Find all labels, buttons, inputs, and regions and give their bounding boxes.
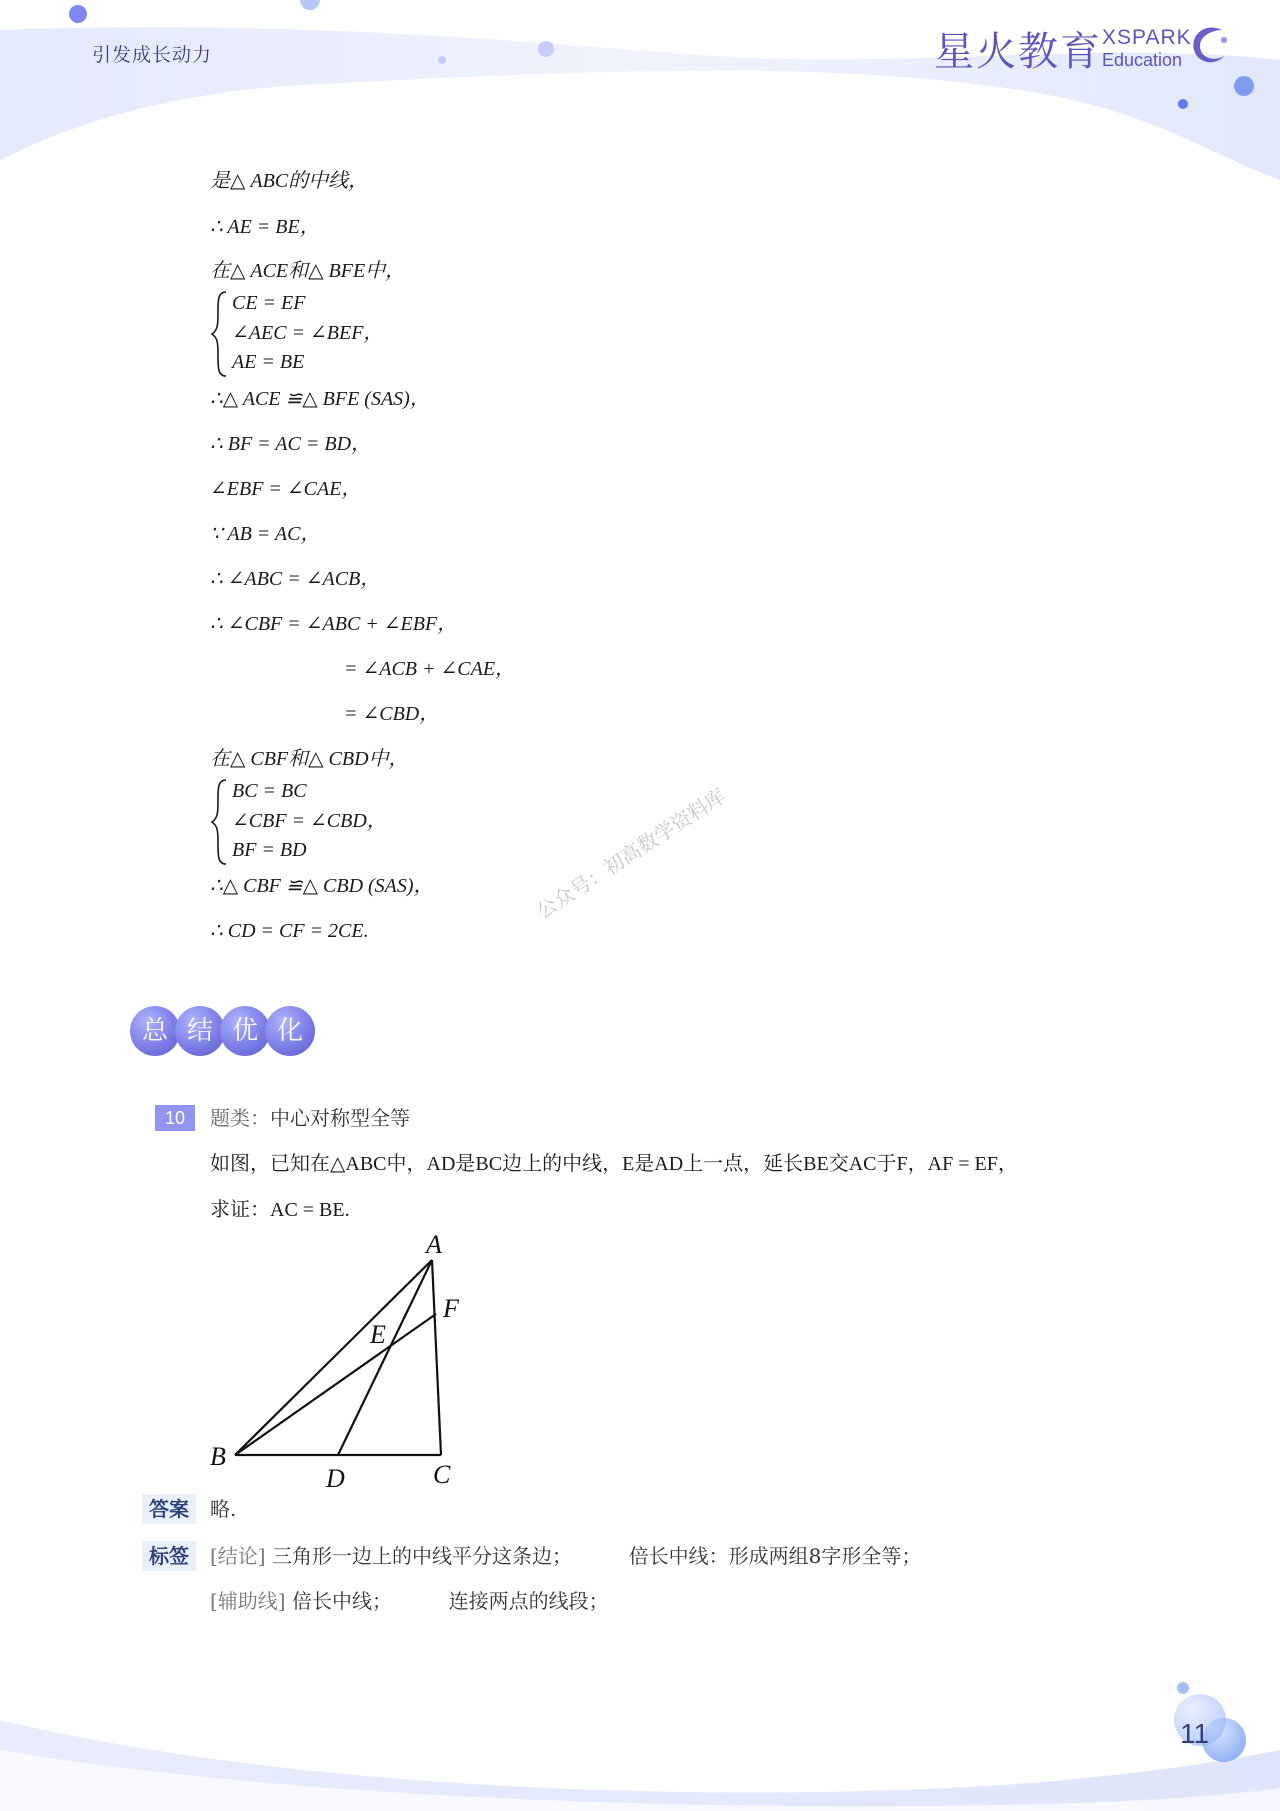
- tag-bracket-conclusion: [结论]: [210, 1544, 266, 1568]
- section-title-char-1: 总: [130, 1006, 180, 1056]
- proof-line-6: ∠EBF = ∠CAE，: [210, 478, 362, 500]
- left-brace-icon: [210, 290, 230, 378]
- question-number-badge: 10: [155, 1105, 195, 1131]
- brace1-row-3: AE = BE: [232, 351, 305, 373]
- question-prove: 求证：AC = BE.: [210, 1199, 350, 1221]
- proof-line-13: ∴△ CBF ≌△ CBD (SAS)，: [210, 875, 434, 897]
- triangle-diagram: [205, 1225, 475, 1495]
- point-label-a: A: [426, 1230, 442, 1259]
- proof-line-4: ∴△ ACE ≌△ BFE (SAS)，: [210, 388, 430, 410]
- point-label-d: D: [326, 1464, 345, 1493]
- brand-name-en: XSPARK: [1102, 26, 1192, 49]
- segment-ab: [235, 1260, 432, 1455]
- tag-auxiliary: 倍长中线；: [291, 1589, 392, 1613]
- question-type: [210, 1104, 410, 1132]
- brace2-row-2: ∠CBF = ∠CBD，: [232, 810, 387, 832]
- segment-ad: [338, 1260, 432, 1455]
- point-label-b: B: [210, 1442, 226, 1471]
- segment-ac: [432, 1260, 441, 1455]
- point-label-c: C: [433, 1460, 451, 1489]
- condition-brace-1: [210, 290, 510, 380]
- brace2-row-3: BF = BD: [232, 839, 307, 861]
- tags-row-1: [210, 1541, 921, 1571]
- point-label-e: E: [370, 1320, 386, 1349]
- brace2-row-1: BC = BC: [232, 780, 307, 802]
- proof-line-5: ∴ BF = AC = BD，: [210, 433, 372, 455]
- watermark: 公众号：初高数学资料库: [532, 783, 730, 924]
- brand-name-cn: 星火教育: [934, 29, 1102, 75]
- header-slogan: 引发成长动力: [92, 45, 213, 66]
- proof-line-7: ∵ AB = AC，: [210, 523, 321, 545]
- page-number: 11: [1180, 1718, 1210, 1749]
- proof-line-11: = ∠CBD，: [344, 703, 440, 725]
- proof-line-1: 是△ ABC的中线，: [210, 170, 369, 192]
- proof-line-12: 在△ CBF和△ CBD中，: [210, 748, 409, 770]
- proof-line-9: ∴ ∠CBF = ∠ABC + ∠EBF，: [210, 613, 458, 635]
- brand-name-en-sub: Education: [1102, 50, 1183, 70]
- segment-bf: [235, 1314, 436, 1455]
- question-type-label: 题类：: [210, 1106, 270, 1130]
- proof-line-2: ∴ AE = BE，: [210, 216, 320, 238]
- tag-double-median: 倍长中线：形成两组8字形全等；: [628, 1544, 922, 1568]
- proof-line-14: ∴ CD = CF = 2CE.: [210, 920, 369, 942]
- tags-row-2: [210, 1586, 609, 1616]
- tag-conclusion: 三角形一边上的中线平分这条边；: [271, 1544, 572, 1568]
- question-statement: 如图，已知在△ABC中，AD是BC边上的中线，E是AD上一点，延长BE交AC于F，AF = EF，: [210, 1153, 1018, 1175]
- proof-line-10: = ∠ACB + ∠CAE，: [344, 658, 516, 680]
- tag-bracket-auxiliary: [辅助线]: [210, 1589, 286, 1613]
- brand-logo: [934, 18, 1234, 78]
- section-title-char-4: 化: [265, 1006, 315, 1056]
- tag-connect-points: 连接两点的线段；: [448, 1589, 609, 1613]
- left-brace-icon: [210, 778, 230, 866]
- proof-line-8: ∴ ∠ABC = ∠ACB，: [210, 568, 381, 590]
- answer-label: 答案: [142, 1494, 196, 1524]
- tags-label: 标签: [142, 1541, 196, 1571]
- section-title-char-3: 优: [220, 1006, 270, 1056]
- question-type-value: 中心对称型全等: [270, 1106, 410, 1130]
- footer-wave-decoration: [0, 1660, 1280, 1811]
- section-title-char-2: 结: [175, 1006, 225, 1056]
- brace1-row-2: ∠AEC = ∠BEF，: [232, 322, 384, 344]
- spark-swirl-icon: [1184, 20, 1234, 70]
- brace1-row-1: CE = EF: [232, 292, 306, 314]
- answer-value: 略.: [210, 1497, 237, 1521]
- condition-brace-2: [210, 778, 510, 868]
- proof-line-3: 在△ ACE和△ BFE中，: [210, 260, 406, 282]
- point-label-f: F: [443, 1294, 459, 1323]
